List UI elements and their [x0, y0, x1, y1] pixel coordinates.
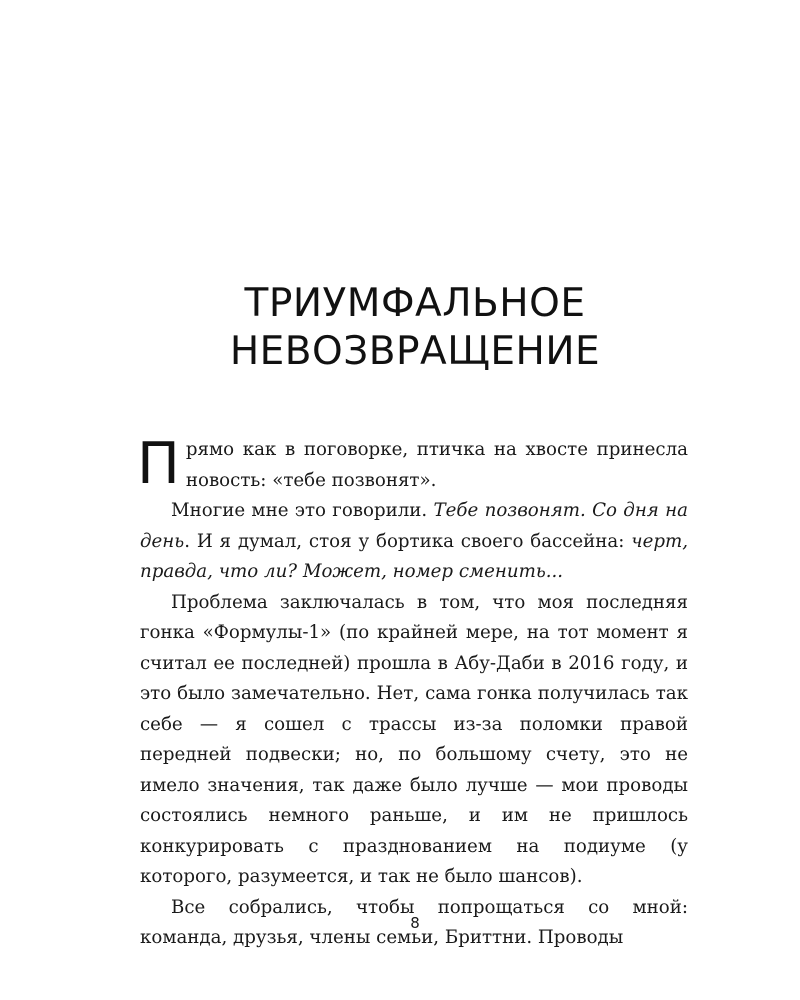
paragraph-1-text: рямо как в поговорке, птичка на хвосте принесла новость: «тебе позвонят».	[185, 439, 688, 491]
paragraph-2-text-c: . И я думал, стоя у бортика своего бассейна:	[184, 530, 632, 552]
paragraph-2-italic-b: Тебе позвонят. Со дня на день	[140, 500, 688, 552]
paragraph-2-text-a: Многие мне это говорили.	[171, 500, 434, 521]
chapter-title-line-1: ТРИУМФАЛЬНОЕ	[244, 281, 586, 326]
paragraph-3: Проблема заключалась в том, что моя последняя гонка «Формулы-1» (по крайней мере, на тот момент я считал ее последней) прошла в Абу-Даби в 2016 году, и это было замечательно. Нет, сама гонка получилась так себе — я сошел с трассы из-за поломки правой передней подвески; но, по большому счету, это не имело значения, так даже было лучше — мои проводы состоялись немного раньше, и им не пришлось конкурировать с празднованием на подиуме (у которого, разумеется, и так не было шансов).	[140, 591, 688, 887]
body-text	[137, 431, 688, 954]
paragraph-2-italic-d: черт, правда, что ли? Может, номер сменить...	[140, 530, 688, 582]
chapter-title	[0, 280, 800, 376]
chapter-title-line-2: НЕВОЗВРАЩЕНИЕ	[229, 329, 601, 374]
drop-cap: П	[137, 431, 180, 497]
paragraph-2	[140, 496, 688, 588]
paragraph-1	[137, 431, 688, 497]
paragraph-4: Все собрались, чтобы попрощаться со мной: команда, друзья, члены семьи, Бриттни. Проводы	[140, 896, 688, 948]
page-number: 8	[410, 914, 420, 932]
